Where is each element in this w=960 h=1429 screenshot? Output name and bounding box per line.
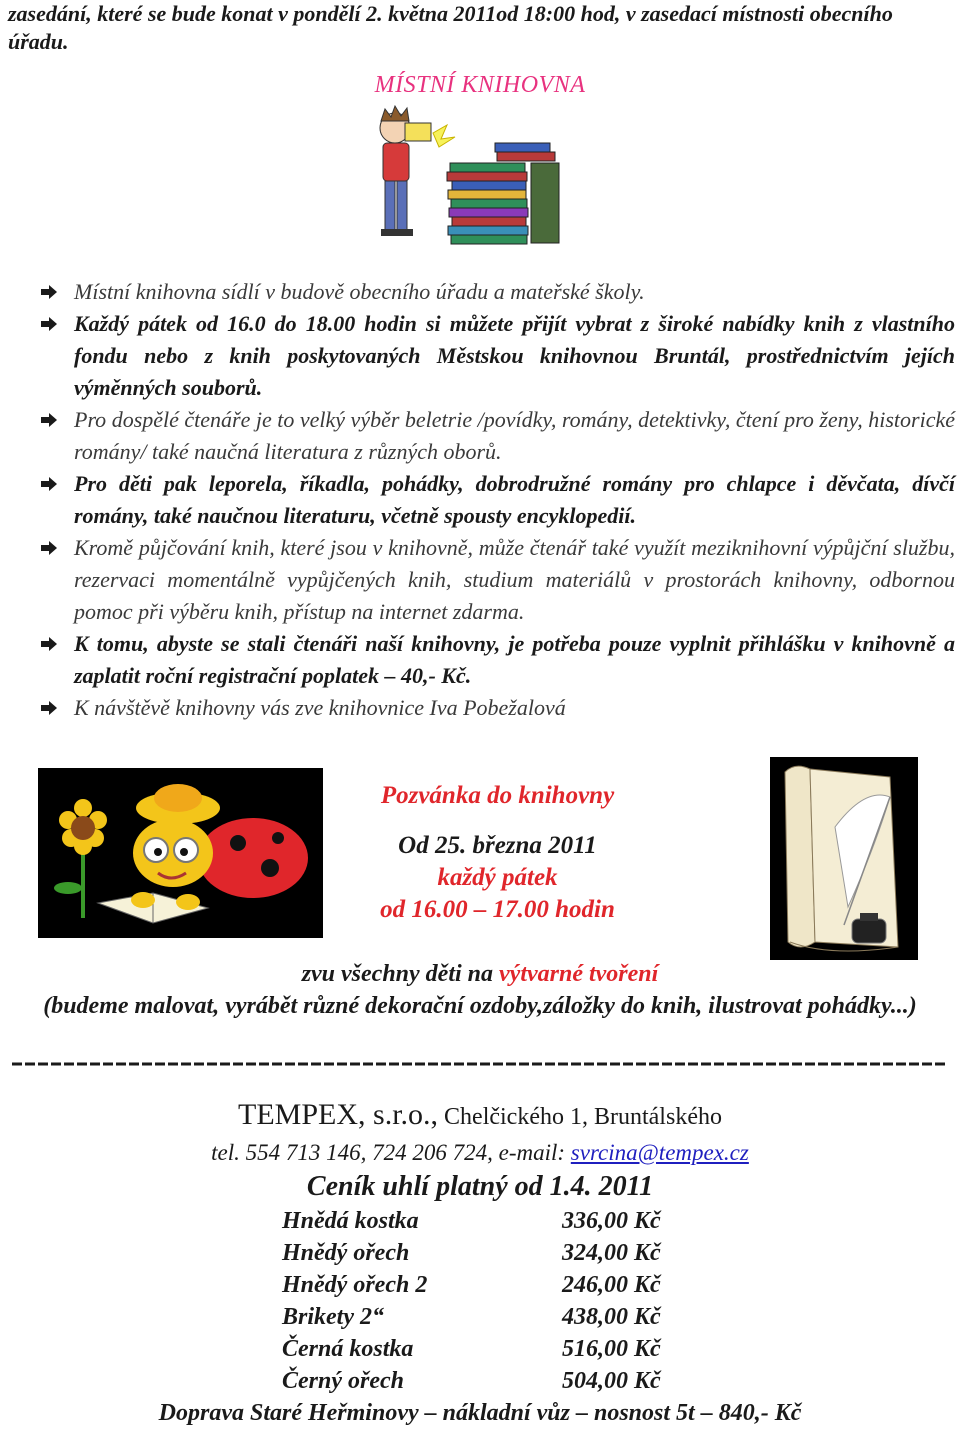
list-item — [40, 276, 955, 308]
item-price: 324,00 Kč — [562, 1240, 661, 1266]
call-prefix: zvu všechny děti na — [301, 961, 500, 987]
right-arrow-icon — [40, 700, 58, 716]
call-detail: (budeme malovat, vyrábět různé dekorační ozdoby,záložky do knih, ilustrovat pohádky...) — [43, 993, 917, 1019]
invitation-time: od 16.00 – 17.00 hodin — [380, 896, 615, 923]
boy-reading-books-illustration — [355, 103, 565, 251]
item-price: 516,00 Kč — [562, 1336, 661, 1362]
transport-note: Doprava Staré Heřminovy – nákladní vůz – nosnost 5t – 840,- Kč — [158, 1400, 802, 1426]
list-item-text: Místní knihovna sídlí v budově obecního úřadu a mateřské školy. — [74, 279, 645, 304]
table-row — [282, 1333, 702, 1365]
list-item — [40, 532, 955, 628]
list-item-text: K tomu, abyste se stali čtenáři naší knihovny, je potřeba pouze vyplnit přihlášku v knihovně a zaplatit roční registrační poplatek – 40,- Kč. — [74, 631, 955, 688]
list-item — [40, 404, 955, 468]
item-name: Hnědý ořech 2 — [282, 1272, 428, 1298]
right-arrow-icon — [40, 540, 58, 556]
list-item-text: Každý pátek od 16.0 do 18.00 hodin si můžete přijít vybrat z široké nabídky knih z vlastního fondu nebo z knih poskytovaných Městskou knihovnou Bruntál, prostřednictvím jejích výměnných souborů. — [74, 311, 955, 400]
library-title: MÍSTNÍ KNIHOVNA — [374, 72, 586, 98]
list-item-text: Pro děti pak leporela, říkadla, pohádky, dobrodružné romány pro chlapce i děvčata, dívčí romány, také naučnou literaturu, včetně spousty encyklopedií. — [74, 471, 955, 528]
scroll-quill-illustration — [770, 757, 918, 960]
invitation-call — [0, 958, 960, 1022]
item-name: Černá kostka — [282, 1336, 414, 1362]
item-name: Hnědý ořech — [282, 1240, 410, 1266]
invitation-title: Pozvánka do knihovny — [380, 782, 615, 809]
item-price: 504,00 Kč — [562, 1368, 661, 1394]
right-arrow-icon — [40, 284, 58, 300]
list-item — [40, 628, 955, 692]
table-row — [282, 1365, 702, 1397]
list-item — [40, 468, 955, 532]
invitation-block — [320, 780, 675, 926]
price-list-title: Ceník uhlí platný od 1.4. 2011 — [306, 1171, 654, 1202]
list-item — [40, 692, 955, 724]
table-row — [282, 1301, 702, 1333]
right-arrow-icon — [40, 412, 58, 428]
dashed-divider — [12, 1062, 948, 1066]
company-address: Chelčického 1, Bruntálského — [438, 1104, 722, 1130]
right-arrow-icon — [40, 636, 58, 652]
item-name: Brikety 2“ — [282, 1304, 384, 1330]
item-name: Hnědá kostka — [282, 1208, 419, 1234]
email-link[interactable]: svrcina@tempex.cz — [570, 1140, 749, 1165]
company-name: TEMPEX, s.r.o., — [238, 1098, 439, 1131]
invitation-date: Od 25. března 2011 — [398, 832, 597, 859]
list-item — [40, 308, 955, 404]
company-header — [0, 1096, 960, 1136]
table-row — [282, 1269, 702, 1301]
call-highlight: výtvarné tvoření — [499, 961, 659, 987]
contact-line — [0, 1138, 960, 1168]
item-price: 246,00 Kč — [562, 1272, 661, 1298]
table-row — [282, 1205, 702, 1237]
list-item-text: K návštěvě knihovny vás zve knihovnice Iva Pobežalová — [74, 695, 566, 720]
ladybug-reading-illustration — [38, 768, 323, 938]
item-price: 336,00 Kč — [562, 1208, 661, 1234]
right-arrow-icon — [40, 316, 58, 332]
item-price: 438,00 Kč — [562, 1304, 661, 1330]
item-name: Černý ořech — [282, 1368, 404, 1394]
right-arrow-icon — [40, 476, 58, 492]
meeting-notice: zasedání, které se bude konat v pondělí 2. května 2011od 18:00 hod, v zasedací místnosti obecního úřadu. — [8, 1, 893, 54]
price-table — [282, 1205, 702, 1397]
invitation-day: každý pátek — [437, 864, 558, 891]
table-row — [282, 1237, 702, 1269]
list-item-text: Pro dospělé čtenáře je to velký výběr beletrie /povídky, romány, detektivky, čtení pro ženy, historické romány/ také naučná literatura z různých oborů. — [74, 407, 955, 464]
list-item-text: Kromě půjčování knih, které jsou v knihovně, může čtenář také využít meziknihovní výpůjční službu, rezervaci momentálně vypůjčených knih, studium materiálů v prostorách knihovny, odbornou pomoc při výběru knih, přístup na internet zdarma. — [74, 535, 955, 624]
library-info-list — [40, 276, 955, 724]
phone-text: tel. 554 713 146, 724 206 724, e-mail: — [211, 1140, 571, 1165]
